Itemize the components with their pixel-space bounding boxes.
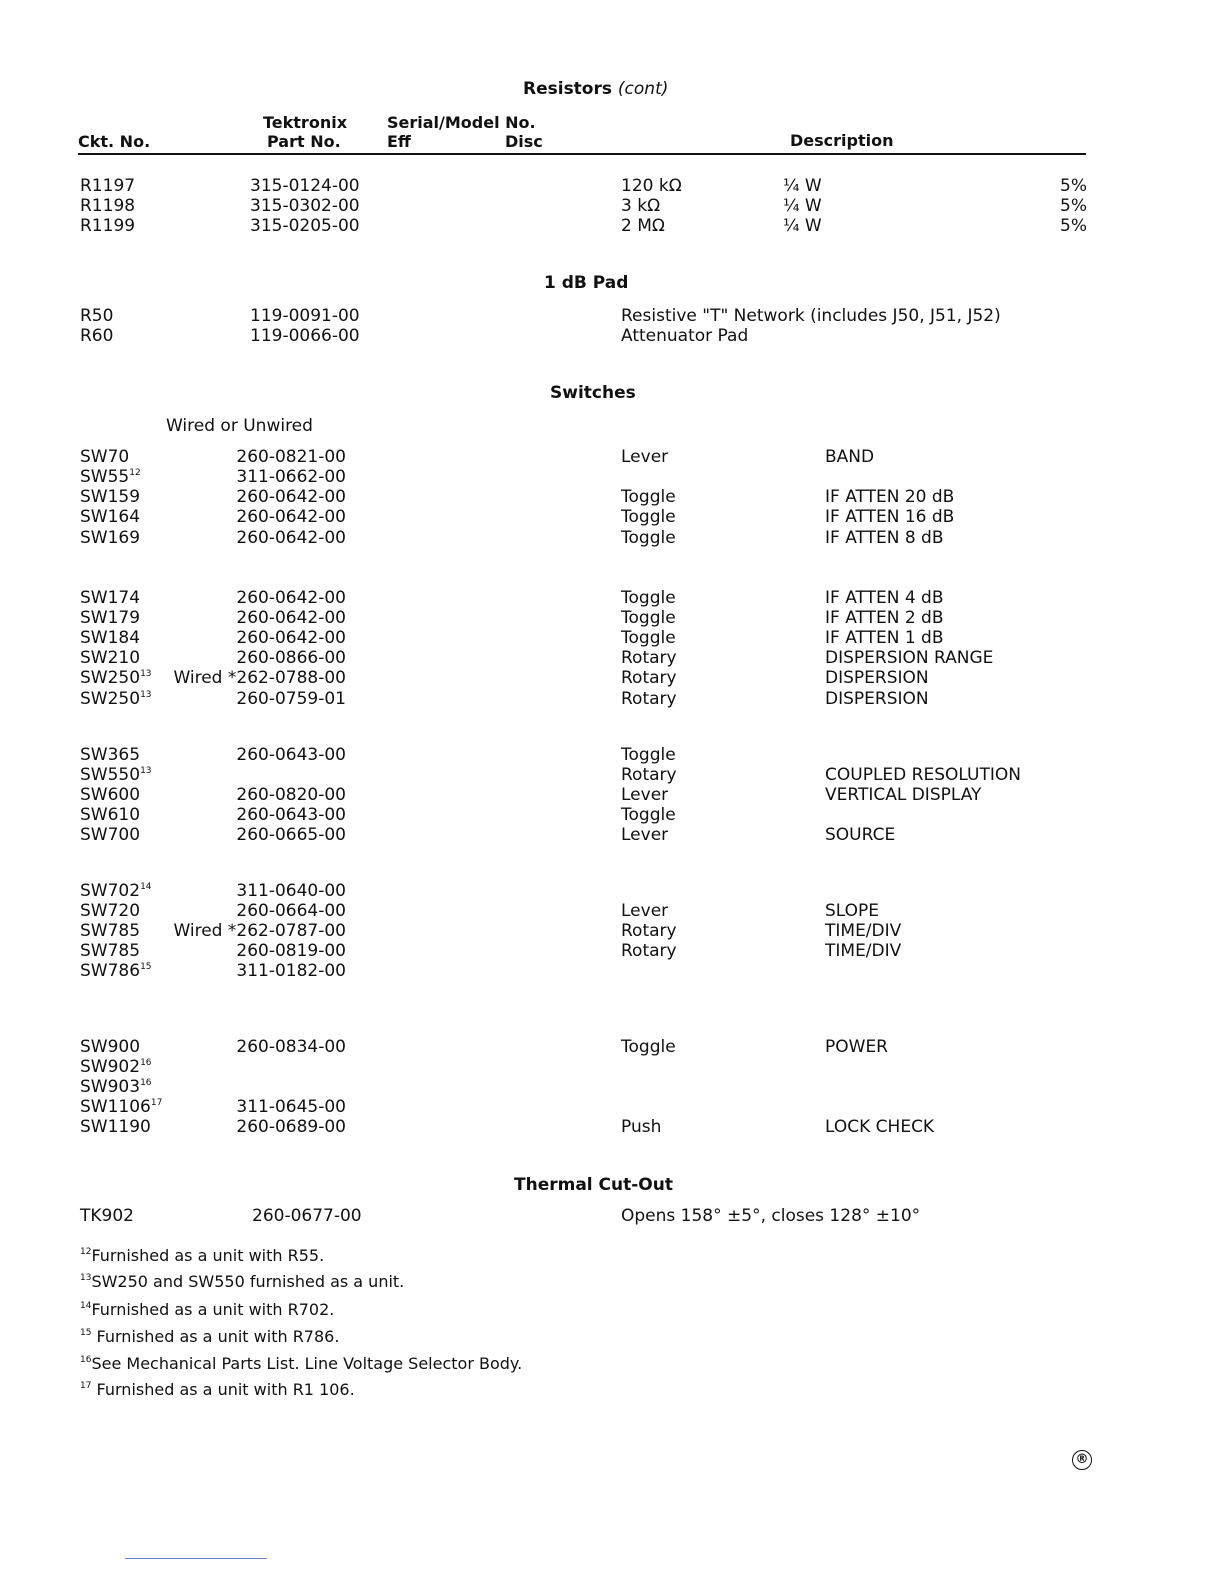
switch-function: VERTICAL DISPLAY	[825, 785, 982, 805]
part-no: 260-0643-00	[236, 805, 346, 825]
footnote-ref: 13	[140, 669, 152, 679]
part-no: 311-0662-00	[236, 467, 346, 487]
ckt-no: TK902	[80, 1206, 134, 1226]
footnote-number: 12	[80, 1247, 92, 1257]
part-no: 260-0834-00	[236, 1037, 346, 1057]
switch-function: IF ATTEN 8 dB	[825, 528, 944, 548]
title-cont: (cont)	[617, 79, 669, 99]
ckt-label: SW702	[80, 881, 141, 901]
footnote-ref: 16	[140, 1078, 152, 1088]
switch-type: Lever	[621, 825, 669, 845]
switch-type: Rotary	[621, 668, 677, 688]
switch-type: Rotary	[621, 765, 677, 785]
header-ckt: Ckt. No.	[78, 132, 151, 151]
footnote-number: 16	[80, 1355, 92, 1365]
description: Resistive "T" Network (includes J50, J51, J52)	[621, 306, 1001, 326]
resistance-value: 3 kΩ	[621, 196, 661, 216]
section-title-thermal: Thermal Cut-Out	[514, 1175, 673, 1195]
switch-function: IF ATTEN 1 dB	[825, 628, 944, 648]
part-no: 311-0182-00	[236, 961, 346, 981]
switch-function: SLOPE	[825, 901, 880, 921]
wattage: ¼ W	[783, 196, 822, 216]
description: Opens 158° ±5°, closes 128° ±10°	[621, 1206, 921, 1226]
footnote-number: 14	[80, 1301, 92, 1311]
ckt-label: SW159	[80, 487, 141, 507]
ckt-no	[80, 961, 152, 981]
switch-function: DISPERSION	[825, 689, 929, 709]
footnote	[80, 1272, 404, 1292]
ckt-no	[80, 689, 152, 709]
switch-type: Toggle	[621, 588, 676, 608]
footnote-ref: 16	[140, 1058, 152, 1068]
footnote-ref: 12	[129, 468, 141, 478]
footnote-number: 17	[80, 1381, 92, 1391]
footnote	[80, 1380, 355, 1400]
part-no: 260-0819-00	[236, 941, 346, 961]
ckt-label: SW1106	[80, 1097, 151, 1117]
part-no: 260-0820-00	[236, 785, 346, 805]
ckt-no	[80, 467, 141, 487]
switch-function: BAND	[825, 447, 875, 467]
switch-type: Rotary	[621, 689, 677, 709]
footnote-ref: 17	[150, 1098, 163, 1108]
ckt-no	[80, 941, 140, 961]
footnote-number: 15	[80, 1328, 92, 1338]
part-no: 315-0205-00	[250, 216, 360, 236]
ckt-label: SW250	[80, 689, 141, 709]
footnote-ref: 14	[140, 882, 152, 892]
footnote	[80, 1354, 522, 1374]
ckt-no	[80, 487, 140, 507]
tolerance: 5%	[1060, 216, 1087, 236]
page-divider	[125, 1558, 267, 1559]
ckt-label: SW600	[80, 785, 141, 805]
ckt-label: SW720	[80, 901, 141, 921]
footnote-text: Furnished as a unit with R786.	[91, 1327, 340, 1346]
switch-type: Toggle	[621, 745, 676, 765]
ckt-no	[80, 1097, 162, 1117]
header-part: Part No.	[267, 132, 341, 151]
switch-type: Lever	[621, 785, 669, 805]
part-no: Wired *262-0788-00	[173, 668, 346, 688]
part-no: 315-0124-00	[250, 176, 360, 196]
ckt-label: SW210	[80, 648, 141, 668]
footnote-text: Furnished as a unit with R55.	[91, 1246, 325, 1265]
footnote-text: SW250 and SW550 furnished as a unit.	[91, 1272, 405, 1291]
part-no: 315-0302-00	[250, 196, 360, 216]
switch-type: Rotary	[621, 941, 677, 961]
part-no: 260-0642-00	[236, 487, 346, 507]
description: Attenuator Pad	[621, 326, 749, 346]
ckt-label: SW786	[80, 961, 141, 981]
switch-function: TIME/DIV	[825, 941, 902, 961]
part-no: 260-0665-00	[236, 825, 346, 845]
publisher-mark: ®	[1072, 1450, 1092, 1470]
ckt-no	[80, 447, 129, 467]
switch-type: Toggle	[621, 805, 676, 825]
switch-function: TIME/DIV	[825, 921, 902, 941]
switch-function: POWER	[825, 1037, 888, 1057]
ckt-label: SW785	[80, 941, 141, 961]
switch-function: IF ATTEN 2 dB	[825, 608, 944, 628]
ckt-no	[80, 507, 140, 527]
switch-type: Rotary	[621, 921, 677, 941]
switch-type: Lever	[621, 901, 669, 921]
ckt-no	[80, 588, 140, 608]
switch-function: DISPERSION RANGE	[825, 648, 994, 668]
ckt-label: SW70	[80, 447, 130, 467]
part-no: 311-0645-00	[236, 1097, 346, 1117]
part-no: 311-0640-00	[236, 881, 346, 901]
part-no: 119-0091-00	[250, 306, 360, 326]
ckt-label: SW365	[80, 745, 141, 765]
ckt-no: R1197	[80, 176, 136, 196]
section-title-switches: Switches	[550, 383, 636, 403]
switch-type: Lever	[621, 447, 669, 467]
ckt-no	[80, 881, 152, 901]
ckt-no	[80, 785, 140, 805]
wattage: ¼ W	[783, 176, 822, 196]
switch-function: LOCK CHECK	[825, 1117, 935, 1137]
switch-function: IF ATTEN 4 dB	[825, 588, 944, 608]
switch-function: COUPLED RESOLUTION	[825, 765, 1021, 785]
header-serial: Serial/Model No.	[387, 113, 536, 132]
footnote-text: Furnished as a unit with R1 106.	[91, 1380, 355, 1399]
ckt-no	[80, 1057, 152, 1077]
footnote-text: Furnished as a unit with R702.	[91, 1300, 335, 1319]
ckt-label: SW164	[80, 507, 141, 527]
section-title-resistors	[523, 79, 668, 99]
ckt-no	[80, 668, 152, 688]
switch-type: Toggle	[621, 487, 676, 507]
ckt-no	[80, 628, 140, 648]
switch-type: Toggle	[621, 628, 676, 648]
footnote-number: 13	[80, 1273, 92, 1283]
part-no: 260-0642-00	[236, 628, 346, 648]
footnote	[80, 1327, 339, 1347]
ckt-no	[80, 1077, 152, 1097]
ckt-label: SW785	[80, 921, 141, 941]
resistance-value: 120 kΩ	[621, 176, 682, 196]
ckt-label: SW174	[80, 588, 141, 608]
ckt-label: SW55	[80, 467, 130, 487]
ckt-no	[80, 608, 140, 628]
header-eff: Eff	[387, 132, 411, 151]
ckt-no	[80, 921, 140, 941]
header-description: Description	[790, 131, 894, 150]
part-no: 260-0642-00	[236, 608, 346, 628]
ckt-label: SW169	[80, 528, 141, 548]
wattage: ¼ W	[783, 216, 822, 236]
tolerance: 5%	[1060, 196, 1087, 216]
section-title-pad: 1 dB Pad	[544, 273, 629, 293]
switch-type: Toggle	[621, 1037, 676, 1057]
part-no: 260-0642-00	[236, 588, 346, 608]
ckt-label: SW550	[80, 765, 141, 785]
resistance-value: 2 MΩ	[621, 216, 665, 236]
ckt-no	[80, 528, 140, 548]
part-no: 260-0759-01	[236, 689, 346, 709]
footnote	[80, 1246, 324, 1266]
ckt-label: SW700	[80, 825, 141, 845]
ckt-no	[80, 1037, 140, 1057]
footnote-text: See Mechanical Parts List. Line Voltage Selector Body.	[91, 1354, 523, 1373]
footnote	[80, 1300, 334, 1320]
header-tektronix: Tektronix	[263, 113, 348, 132]
ckt-label: SW610	[80, 805, 141, 825]
part-no: 119-0066-00	[250, 326, 360, 346]
part-no: 260-0677-00	[252, 1206, 362, 1226]
switch-function: DISPERSION	[825, 668, 929, 688]
ckt-label: SW184	[80, 628, 141, 648]
ckt-label: SW903	[80, 1077, 141, 1097]
part-no: 260-0642-00	[236, 507, 346, 527]
part-no: 260-0664-00	[236, 901, 346, 921]
tolerance: 5%	[1060, 176, 1087, 196]
ckt-no	[80, 825, 140, 845]
part-no: 260-0642-00	[236, 528, 346, 548]
part-no: 260-0643-00	[236, 745, 346, 765]
switch-function: IF ATTEN 16 dB	[825, 507, 955, 527]
ckt-no	[80, 765, 152, 785]
ckt-no	[80, 805, 140, 825]
title-main: Resistors	[523, 79, 612, 99]
switch-type: Toggle	[621, 507, 676, 527]
ckt-no: R50	[80, 306, 114, 326]
footnote-ref: 13	[140, 690, 152, 700]
ckt-label: SW179	[80, 608, 141, 628]
ckt-label: SW902	[80, 1057, 141, 1077]
switch-type: Toggle	[621, 608, 676, 628]
part-no: 260-0866-00	[236, 648, 346, 668]
ckt-label: SW250	[80, 668, 141, 688]
part-no: 260-0821-00	[236, 447, 346, 467]
ckt-label: SW1190	[80, 1117, 151, 1137]
header-disc: Disc	[505, 132, 543, 151]
ckt-no	[80, 745, 140, 765]
ckt-no: R1198	[80, 196, 136, 216]
part-no: 260-0689-00	[236, 1117, 346, 1137]
ckt-no: R60	[80, 326, 114, 346]
footnote-ref: 15	[140, 962, 152, 972]
switch-type: Push	[621, 1117, 662, 1137]
switch-type: Toggle	[621, 528, 676, 548]
switch-function: IF ATTEN 20 dB	[825, 487, 955, 507]
ckt-label: SW900	[80, 1037, 141, 1057]
ckt-no	[80, 648, 140, 668]
switch-function: SOURCE	[825, 825, 896, 845]
ckt-no	[80, 1117, 151, 1137]
header-rule	[78, 153, 1086, 155]
ckt-no: R1199	[80, 216, 136, 236]
part-no: Wired *262-0787-00	[173, 921, 346, 941]
ckt-no	[80, 901, 140, 921]
switches-subhead: Wired or Unwired	[166, 416, 313, 436]
footnote-ref: 13	[140, 766, 152, 776]
switch-type: Rotary	[621, 648, 677, 668]
